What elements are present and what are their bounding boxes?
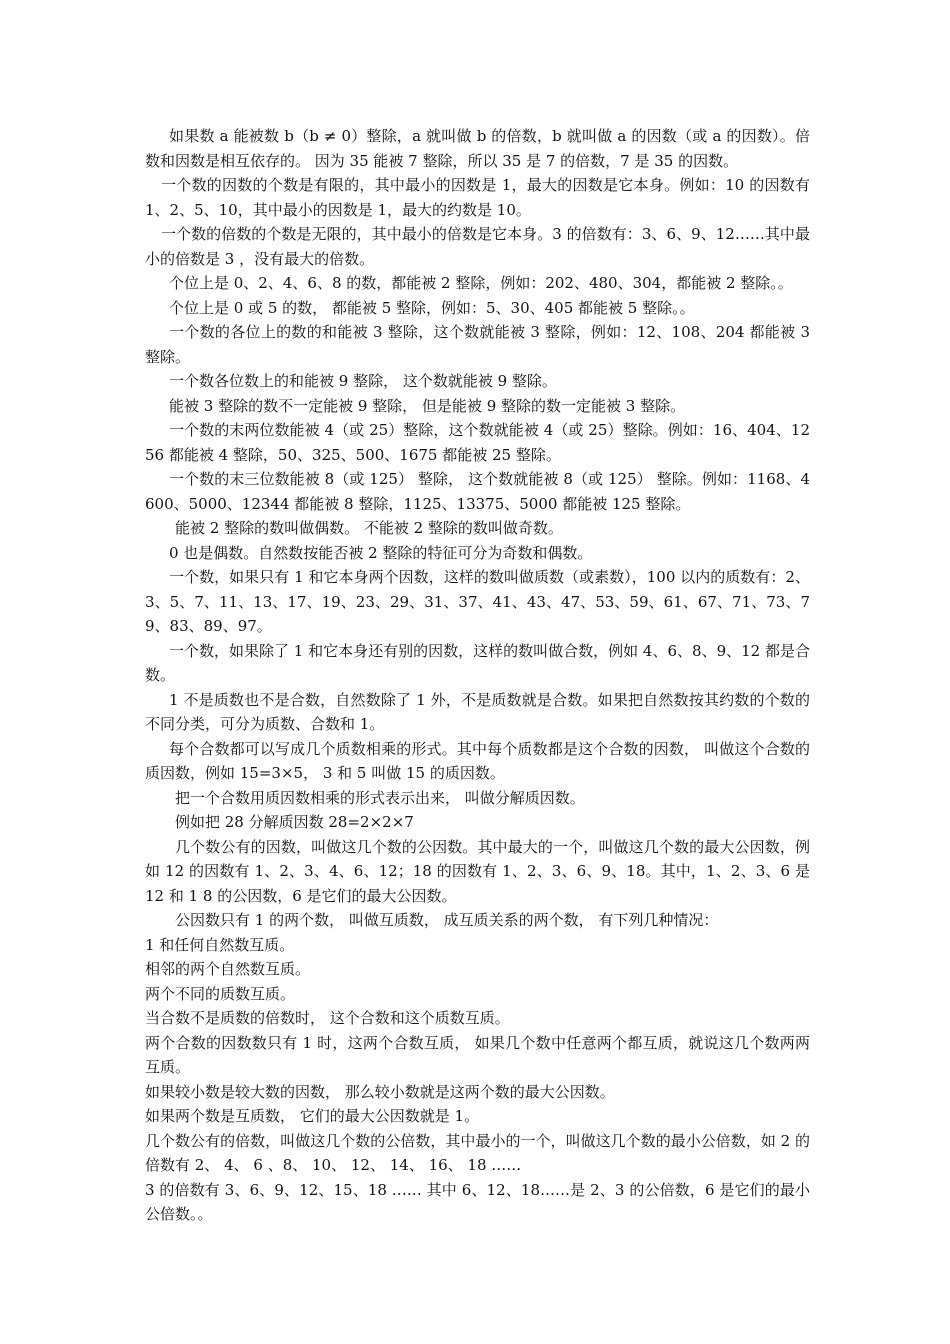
- paragraph: 能被 2 整除的数叫做偶数。 不能被 2 整除的数叫做奇数。: [175, 519, 563, 537]
- paragraph: 当合数不是质数的倍数时， 这个合数和这个质数互质。: [145, 1009, 510, 1027]
- paragraph: 一个数，如果除了 1 和它本身还有别的因数，这样的数叫做合数，例如 4、6、8、9、12 都是合数。: [145, 641, 810, 684]
- paragraph: 两个合数的因数数只有 1 时，这两个合数互质， 如果几个数中任意两个都互质，就说这几个数两两互质。: [145, 1033, 810, 1076]
- paragraph: 能被 3 整除的数不一定能被 9 整除， 但是能被 9 整除的数一定能被 3 整除。: [169, 396, 686, 415]
- document-body: [145, 124, 810, 1227]
- paragraph: 一个数的各位上的数的和能被 3 整除，这个数就能被 3 整除，例如：12、108、204 都能被 3 整除。: [145, 323, 810, 366]
- paragraph: 如果数 a 能被数 b（b ≠ 0）整除，a 就叫做 b 的倍数，b 就叫做 a 的因数（或 a 的因数）。倍数和因数是相互依存的。 因为 35 能被 7 整除，所以 35 是 7 的倍数，7 是 35 的因数。: [145, 127, 810, 170]
- paragraph: 个位上是 0、2、4、6、8 的数，都能被 2 整除，例如：202、480、304，都能被 2 整除。。: [169, 274, 793, 292]
- paragraph: 3 的倍数有 3、6、9、12、15、18 …… 其中 6、12、18……是 2、3 的公倍数，6 是它们的最小公倍数。。: [145, 1180, 810, 1223]
- paragraph: 个位上是 0 或 5 的数， 都能被 5 整除，例如：5、30、405 都能被 5 整除。。: [169, 298, 695, 317]
- paragraph: 一个数各位数上的和能被 9 整除， 这个数就能被 9 整除。: [169, 372, 557, 390]
- paragraph: 每个合数都可以写成几个质数相乘的形式。其中每个质数都是这个合数的因数， 叫做这个合数的质因数，例如 15=3×5， 3 和 5 叫做 15 的质因数。: [145, 739, 810, 782]
- paragraph: 如果两个数是互质数， 它们的最大公因数就是 1。: [145, 1107, 480, 1125]
- paragraph: 公因数只有 1 的两个数， 叫做互质数， 成互质关系的两个数， 有下列几种情况：: [175, 911, 719, 929]
- paragraph: 几个数公有的因数，叫做这几个数的公因数。其中最大的一个，叫做这几个数的最大公因数，例如 12 的因数有 1、2、3、4、6、12；18 的因数有 1、2、3、6、9、18。其中，1、2、3、6 是 12 和 1 8 的公因数，6 是它们的最大公因数。: [145, 837, 810, 905]
- paragraph: 例如把 28 分解质因数 28=2×2×7: [175, 813, 414, 831]
- paragraph: 相邻的两个自然数互质。: [145, 960, 311, 978]
- paragraph: 一个数的末三位数能被 8（或 125） 整除， 这个数就能被 8（或 125） 整除。例如：1168、4600、5000、12344 都能被 8 整除，1125、13375、5000 都能被 125 整除。: [145, 470, 810, 513]
- paragraph: 0 也是偶数。自然数按能否被 2 整除的特征可分为奇数和偶数。: [169, 543, 593, 562]
- paragraph: 把一个合数用质因数相乘的形式表示出来， 叫做分解质因数。: [175, 788, 585, 807]
- paragraph: 1 不是质数也不是合数，自然数除了 1 外，不是质数就是合数。如果把自然数按其约数的个数的不同分类，可分为质数、合数和 1。: [145, 690, 810, 733]
- paragraph: 一个数的末两位数能被 4（或 25）整除，这个数就能被 4（或 25）整除。例如：16、404、1256 都能被 4 整除，50、325、500、1675 都能被 25 整除。: [145, 421, 810, 464]
- paragraph: 一个数的因数的个数是有限的，其中最小的因数是 1，最大的因数是它本身。例如：10 的因数有 1、2、5、10，其中最小的因数是 1，最大的约数是 10。: [145, 176, 810, 219]
- paragraph: 几个数公有的倍数，叫做这几个数的公倍数，其中最小的一个，叫做这几个数的最小公倍数，如 2 的倍数有 2、 4、 6 、8、 10、 12、 14、 16、 18 ……: [145, 1131, 810, 1174]
- paragraph: 如果较小数是较大数的因数， 那么较小数就是这两个数的最大公因数。: [145, 1082, 615, 1101]
- paragraph: 一个数，如果只有 1 和它本身两个因数，这样的数叫做质数（或素数），100 以内的质数有：2、3、5、7、11、13、17、19、23、29、31、37、41、43、47、53、59、61、67、71、73、79、83、89、97。: [145, 568, 810, 635]
- paragraph: 一个数的倍数的个数是无限的，其中最小的倍数是它本身。3 的倍数有：3、6、9、12……其中最小的倍数是 3 ，没有最大的倍数。: [145, 225, 810, 268]
- paragraph: 两个不同的质数互质。: [145, 984, 296, 1003]
- paragraph: 1 和任何自然数互质。: [145, 935, 295, 954]
